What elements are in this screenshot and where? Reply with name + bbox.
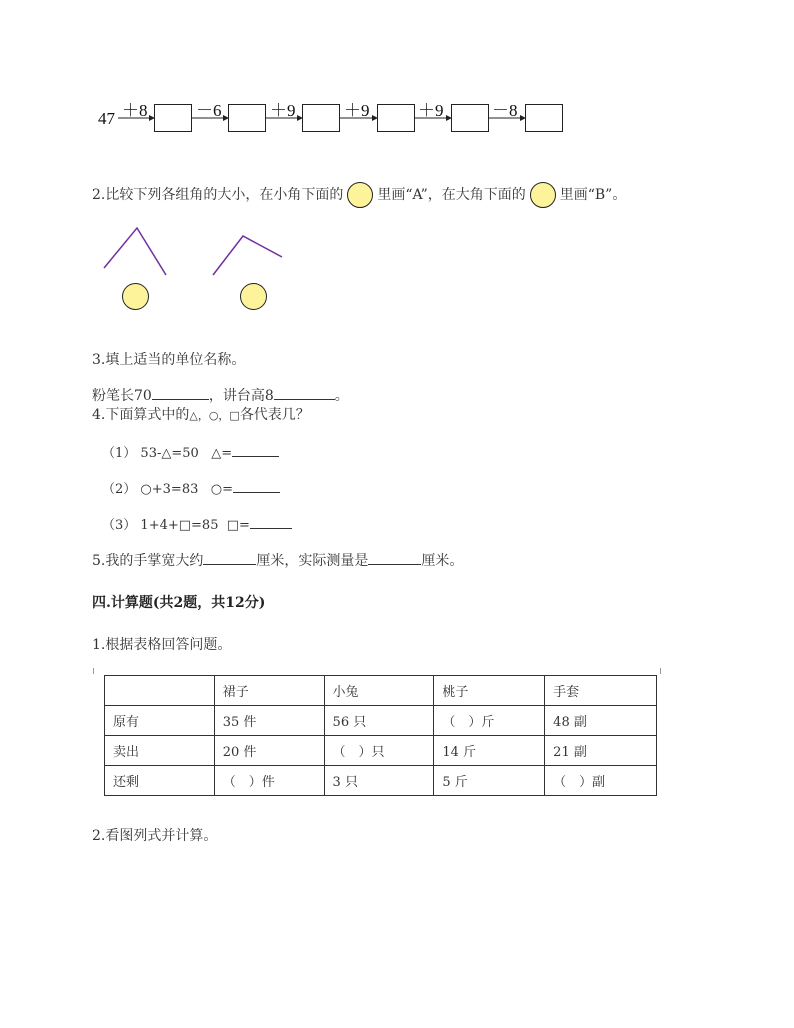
section-heading: 四.计算题(共2题，共12分) [92, 595, 266, 611]
q4-item-ask: □= [226, 518, 250, 533]
answer-box[interactable] [154, 104, 192, 132]
table-header-cell: 小兔 [324, 676, 434, 706]
answer-circle[interactable] [240, 283, 267, 310]
table-cell: 5 斤 [434, 766, 545, 796]
circle-icon [347, 182, 373, 208]
q4-item-label: （3） [102, 518, 137, 533]
answer-blank[interactable] [250, 516, 292, 529]
table-header-cell: 手套 [545, 676, 657, 706]
q5-part-c: 厘米。 [421, 553, 464, 569]
chain-op: －6 [196, 101, 222, 120]
q4-item-expr: 1+4+□=85 [140, 518, 219, 533]
chain-op: ＋9 [344, 101, 370, 120]
table-cell: 14 斤 [434, 736, 545, 766]
q2-text-a: 2.比较下列各组角的大小，在小角下面的 [92, 187, 344, 203]
data-table [104, 675, 657, 796]
chain-start: 47 [98, 109, 115, 128]
q2-text-b: 里画“A”，在大角下面的 [377, 187, 526, 203]
q3-line [92, 385, 349, 405]
answer-box[interactable] [228, 104, 266, 132]
answer-blank[interactable] [152, 387, 209, 400]
q4-title-text: 4.下面算式中的 [92, 407, 190, 423]
table-row [105, 766, 657, 796]
q4-item-label: （1） [102, 446, 137, 461]
table-cell: 还剩 [105, 766, 215, 796]
table-cell: 56 只 [324, 706, 434, 736]
answer-blank[interactable] [274, 387, 335, 400]
q4-title-end: 各代表几？ [239, 407, 310, 423]
answer-box[interactable] [451, 104, 489, 132]
q5-part-a: 5.我的手掌宽大约 [92, 553, 204, 569]
answer-blank[interactable] [232, 444, 279, 457]
q4-item-expr: 53-△=50 [140, 446, 199, 461]
calc2-title: 2.看图列式并计算。 [92, 828, 218, 844]
table-cell[interactable]: （ ）斤 [434, 706, 545, 736]
q4-item-ask: △= [211, 446, 233, 461]
table-header-row [105, 676, 657, 706]
answer-box[interactable] [302, 104, 340, 132]
table-cell: 35 件 [214, 706, 324, 736]
table-header-cell: 裙子 [214, 676, 324, 706]
q3-title: 3.填上适当的单位名称。 [92, 352, 246, 368]
answer-box[interactable] [525, 104, 563, 132]
corner-mark [660, 668, 661, 674]
table-cell: 卖出 [105, 736, 215, 766]
table-cell: 原有 [105, 706, 215, 736]
q4-item [102, 514, 292, 533]
q4-item [102, 442, 279, 461]
table-header-cell [105, 676, 215, 706]
q4-item-label: （2） [102, 482, 137, 497]
q3-part-c: 。 [334, 388, 349, 404]
answer-circle[interactable] [122, 283, 149, 310]
chain-op: －8 [492, 101, 518, 120]
q4-item [102, 478, 280, 497]
angles-figure [0, 220, 320, 290]
q4-item-expr: ○+3=83 [140, 482, 199, 497]
answer-box[interactable] [377, 104, 415, 132]
angle-small [104, 228, 166, 275]
table-cell: 3 只 [324, 766, 434, 796]
calc1-title: 1.根据表格回答问题。 [92, 637, 232, 653]
table-cell[interactable]: （ ）件 [214, 766, 324, 796]
question-5 [92, 550, 463, 570]
q4-symbols: △，○，□ [189, 409, 240, 422]
table-cell[interactable]: （ ）副 [545, 766, 657, 796]
circle-icon [530, 182, 556, 208]
table-cell: 20 件 [214, 736, 324, 766]
chain-op: ＋8 [122, 101, 148, 120]
angle-large [213, 236, 282, 275]
corner-mark [93, 668, 94, 674]
q4-title [92, 404, 310, 424]
answer-blank[interactable] [233, 480, 280, 493]
table-cell[interactable]: （ ）只 [324, 736, 434, 766]
answer-blank[interactable] [203, 552, 256, 565]
q2-text-c: 里画“B”。 [559, 187, 627, 203]
table-header-cell: 桃子 [434, 676, 545, 706]
q4-item-ask: ○= [210, 482, 234, 497]
table-row [105, 706, 657, 736]
q3-part-a: 粉笔长70 [92, 388, 152, 404]
table-cell: 21 副 [545, 736, 657, 766]
chain-op: ＋9 [418, 101, 444, 120]
chain-op: ＋9 [270, 101, 296, 120]
q5-part-b: 厘米，实际测量是 [256, 553, 369, 569]
table-row [105, 736, 657, 766]
q3-part-b: ，讲台高8 [208, 388, 274, 404]
answer-blank[interactable] [368, 552, 421, 565]
question-2 [92, 182, 626, 208]
table-cell: 48 副 [545, 706, 657, 736]
